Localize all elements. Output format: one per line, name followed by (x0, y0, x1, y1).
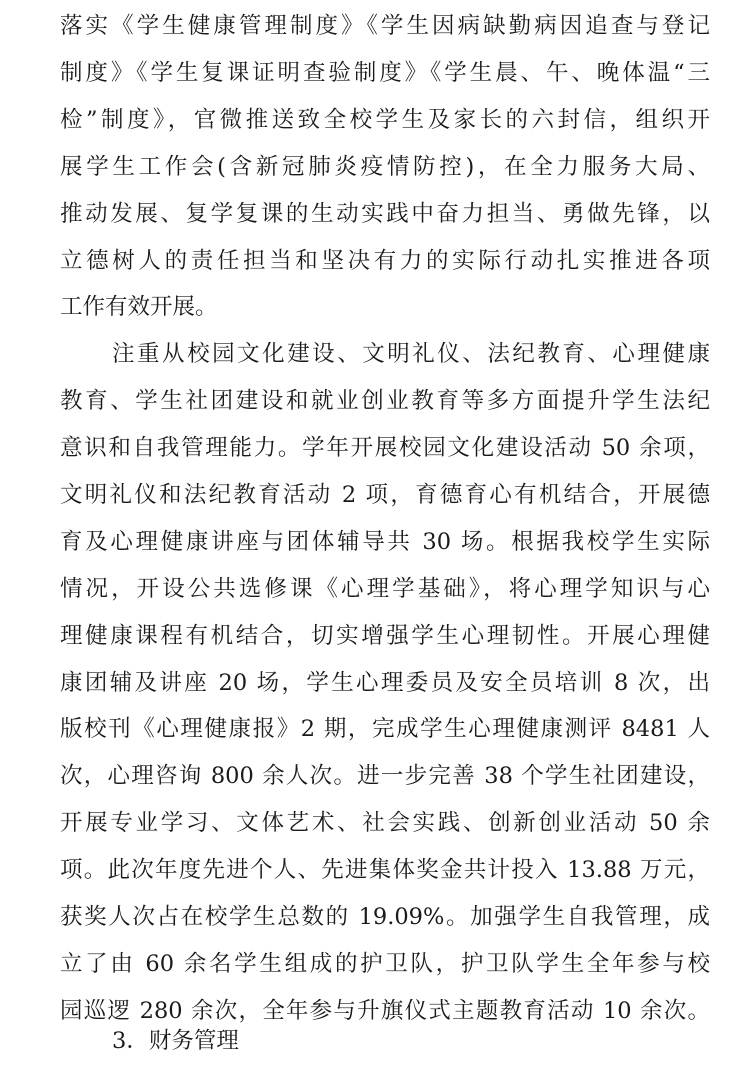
paragraph1-line-5: 推动发展、复学复课的生动实践中奋力担当、勇做先锋，以 (60, 201, 710, 227)
paragraph1-line-6: 立德树人的责任担当和坚决有力的实际行动扎实推进各项 (60, 248, 710, 274)
paragraph2-line-9: 版校刊《心理健康报》2 期，完成学生心理健康测评 8481 人 (60, 716, 710, 742)
paragraph2-line-3: 意识和自我管理能力。学年开展校园文化建设活动 50 余项， (60, 435, 710, 461)
paragraph2-line-15: 园巡逻 280 余次，全年参与升旗仪式主题教育活动 10 余次。 (60, 998, 710, 1024)
paragraph1-line-1: 落实《学生健康管理制度》《学生因病缺勤病因追查与登记 (60, 13, 710, 39)
paragraph2-line-1: 注重从校园文化建设、文明礼仪、法纪教育、心理健康 (112, 341, 710, 367)
paragraph2-line-11: 开展专业学习、文体艺术、社会实践、创新创业活动 50 余 (60, 810, 710, 836)
section-heading: 3．财务管理 (112, 1028, 239, 1054)
paragraph2-line-14: 立了由 60 余名学生组成的护卫队，护卫队学生全年参与校 (60, 951, 710, 977)
paragraph1-line-7: 工作有效开展。 (60, 294, 218, 320)
paragraph2-line-10: 次，心理咨询 800 余人次。进一步完善 38 个学生社团建设， (60, 763, 710, 789)
paragraph2-line-4: 文明礼仪和法纪教育活动 2 项，育德育心有机结合，开展德 (60, 482, 710, 508)
paragraph1-line-4: 展学生工作会(含新冠肺炎疫情防控)，在全力服务大局、 (60, 154, 710, 180)
paragraph2-line-8: 康团辅及讲座 20 场，学生心理委员及安全员培训 8 次，出 (60, 670, 710, 696)
paragraph2-line-13: 获奖人次占在校学生总数的 19.09%。加强学生自我管理，成 (60, 904, 710, 930)
paragraph2-line-2: 教育、学生社团建设和就业创业教育等多方面提升学生法纪 (60, 388, 710, 414)
paragraph2-line-5: 育及心理健康讲座与团体辅导共 30 场。根据我校学生实际 (60, 529, 710, 555)
paragraph2-line-7: 理健康课程有机结合，切实增强学生心理韧性。开展心理健 (60, 623, 710, 649)
paragraph2-line-12: 项。此次年度先进个人、先进集体奖金共计投入 13.88 万元， (60, 857, 710, 883)
paragraph2-line-6: 情况，开设公共选修课《心理学基础》，将心理学知识与心 (60, 576, 710, 602)
paragraph1-line-2: 制度》《学生复课证明查验制度》《学生晨、午、晚体温“三 (60, 60, 710, 86)
paragraph1-line-3: 检”制度》，官微推送致全校学生及家长的六封信，组织开 (60, 107, 710, 133)
